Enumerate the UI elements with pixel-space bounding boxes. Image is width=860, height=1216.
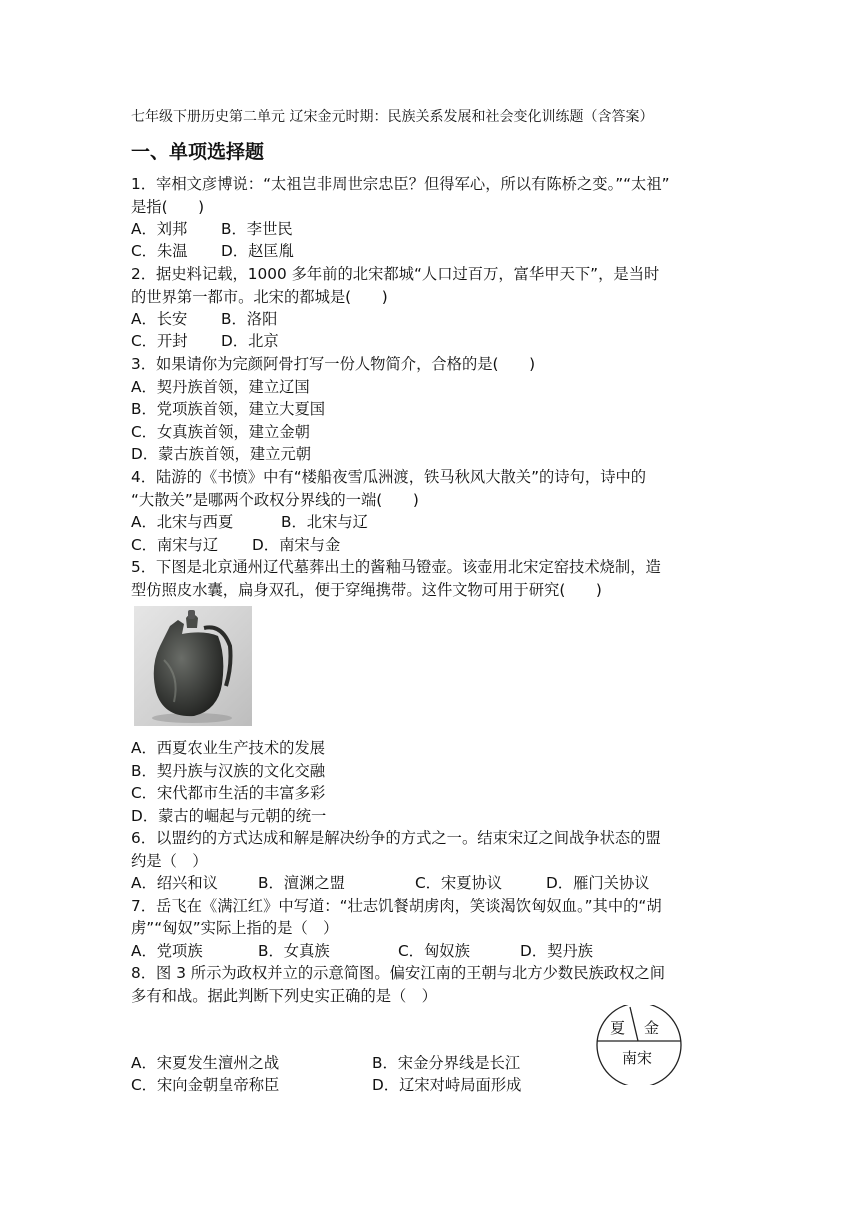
q5-stem-line1: 5．下图是北京通州辽代墓葬出土的酱釉马镫壶。该壶用北宋定窑技术烧制，造: [131, 558, 661, 576]
q4-option-d: D．南宋与金: [252, 536, 341, 554]
q6-stem-line2: 约是（ ）: [131, 852, 208, 870]
q7-stem-line2: 虏”“匈奴”实际上指的是（ ）: [131, 919, 339, 937]
q8-option-d: D．辽宋对峙局面形成: [372, 1076, 522, 1094]
q6-option-a: A．绍兴和议: [131, 874, 218, 892]
q6-stem-line1: 6．以盟约的方式达成和解是解决纷争的方式之一。结束宋辽之间战争状态的盟: [131, 829, 661, 847]
q4-stem-line1: 4．陆游的《书愤》中有“楼船夜雪瓜洲渡，铁马秋风大散关”的诗句，诗中的: [131, 468, 647, 486]
q1-option-b: B．李世民: [221, 220, 293, 238]
q1-option-a: A．刘邦: [131, 220, 188, 238]
diagram-label-xia: 夏: [610, 1019, 626, 1037]
stirrup-flask-image: [134, 606, 252, 726]
diagram-label-jin: 金: [644, 1019, 660, 1037]
diagram-label-nansong: 南宋: [622, 1049, 653, 1067]
q7-option-d: D．契丹族: [520, 942, 593, 960]
q1-stem-line2: 是指( ): [131, 198, 205, 216]
q2-option-a: A．长安: [131, 310, 188, 328]
q4-option-a: A．北宋与西夏: [131, 513, 234, 531]
section-heading: 一、单项选择题: [131, 141, 265, 163]
q8-stem-line1: 8．图 3 所示为政权并立的示意简图。偏安江南的王朝与北方少数民族政权之间: [131, 964, 665, 982]
q8-option-a: A．宋夏发生澶州之战: [131, 1054, 280, 1072]
q5-stem-line2: 型仿照皮水囊，扁身双孔，便于穿绳携带。这件文物可用于研究( ): [131, 581, 602, 599]
q2-option-d: D．北京: [221, 332, 279, 350]
q2-option-c: C．开封: [131, 332, 188, 350]
q4-stem-line2: “大散关”是哪两个政权分界线的一端( ): [131, 491, 419, 509]
q2-stem-line2: 的世界第一都市。北宋的都城是( ): [131, 288, 388, 306]
q7-option-b: B．女真族: [258, 942, 330, 960]
regime-diagram: [594, 1005, 684, 1085]
q6-option-c: C．宋夏协议: [415, 874, 503, 892]
q3-option-d: D．蒙古族首领，建立元朝: [131, 445, 312, 463]
q5-option-b: B．契丹族与汉族的文化交融: [131, 762, 326, 780]
q8-option-b: B．宋金分界线是长江: [372, 1054, 521, 1072]
q1-stem-line1: 1．宰相文彦博说：“太祖岂非周世宗忠臣？但得军心，所以有陈桥之变。”“太祖”: [131, 175, 670, 193]
q5-option-c: C．宋代都市生活的丰富多彩: [131, 784, 326, 802]
q3-option-b: B．党项族首领，建立大夏国: [131, 400, 326, 418]
q6-option-d: D．雁门关协议: [546, 874, 650, 892]
q8-stem-line2: 多有和战。据此判断下列史实正确的是（ ）: [131, 987, 437, 1005]
q1-option-c: C．朱温: [131, 242, 188, 260]
diagram-circle: [597, 1005, 681, 1085]
artifact-photo: [134, 606, 252, 726]
q1-option-d: D．赵匡胤: [221, 242, 294, 260]
q3-stem-line1: 3．如果请你为完颜阿骨打写一份人物简介，合格的是( ): [131, 355, 536, 373]
q7-option-a: A．党项族: [131, 942, 203, 960]
q8-option-c: C．宋向金朝皇帝称臣: [131, 1076, 280, 1094]
q6-option-b: B．澶渊之盟: [258, 874, 345, 892]
diagram-vertical-divider: [630, 1007, 638, 1041]
q7-option-c: C．匈奴族: [398, 942, 470, 960]
q3-option-c: C．女真族首领，建立金朝: [131, 423, 310, 441]
q3-option-a: A．契丹族首领，建立辽国: [131, 378, 310, 396]
q4-option-b: B．北宋与辽: [281, 513, 368, 531]
q5-option-d: D．蒙古的崛起与元朝的统一: [131, 807, 327, 825]
document-title: 七年级下册历史第二单元 辽宋金元时期：民族关系发展和社会变化训练题（含答案）: [131, 109, 654, 125]
q5-option-a: A．西夏农业生产技术的发展: [131, 739, 326, 757]
q4-option-c: C．南宋与辽: [131, 536, 219, 554]
q7-stem-line1: 7．岳飞在《满江红》中写道：“壮志饥餐胡虏肉，笑谈渴饮匈奴血。”其中的“胡: [131, 897, 662, 915]
q2-stem-line1: 2．据史料记载，1000 多年前的北宋都城“人口过百万，富华甲天下”，是当时: [131, 265, 660, 283]
q2-option-b: B．洛阳: [221, 310, 278, 328]
